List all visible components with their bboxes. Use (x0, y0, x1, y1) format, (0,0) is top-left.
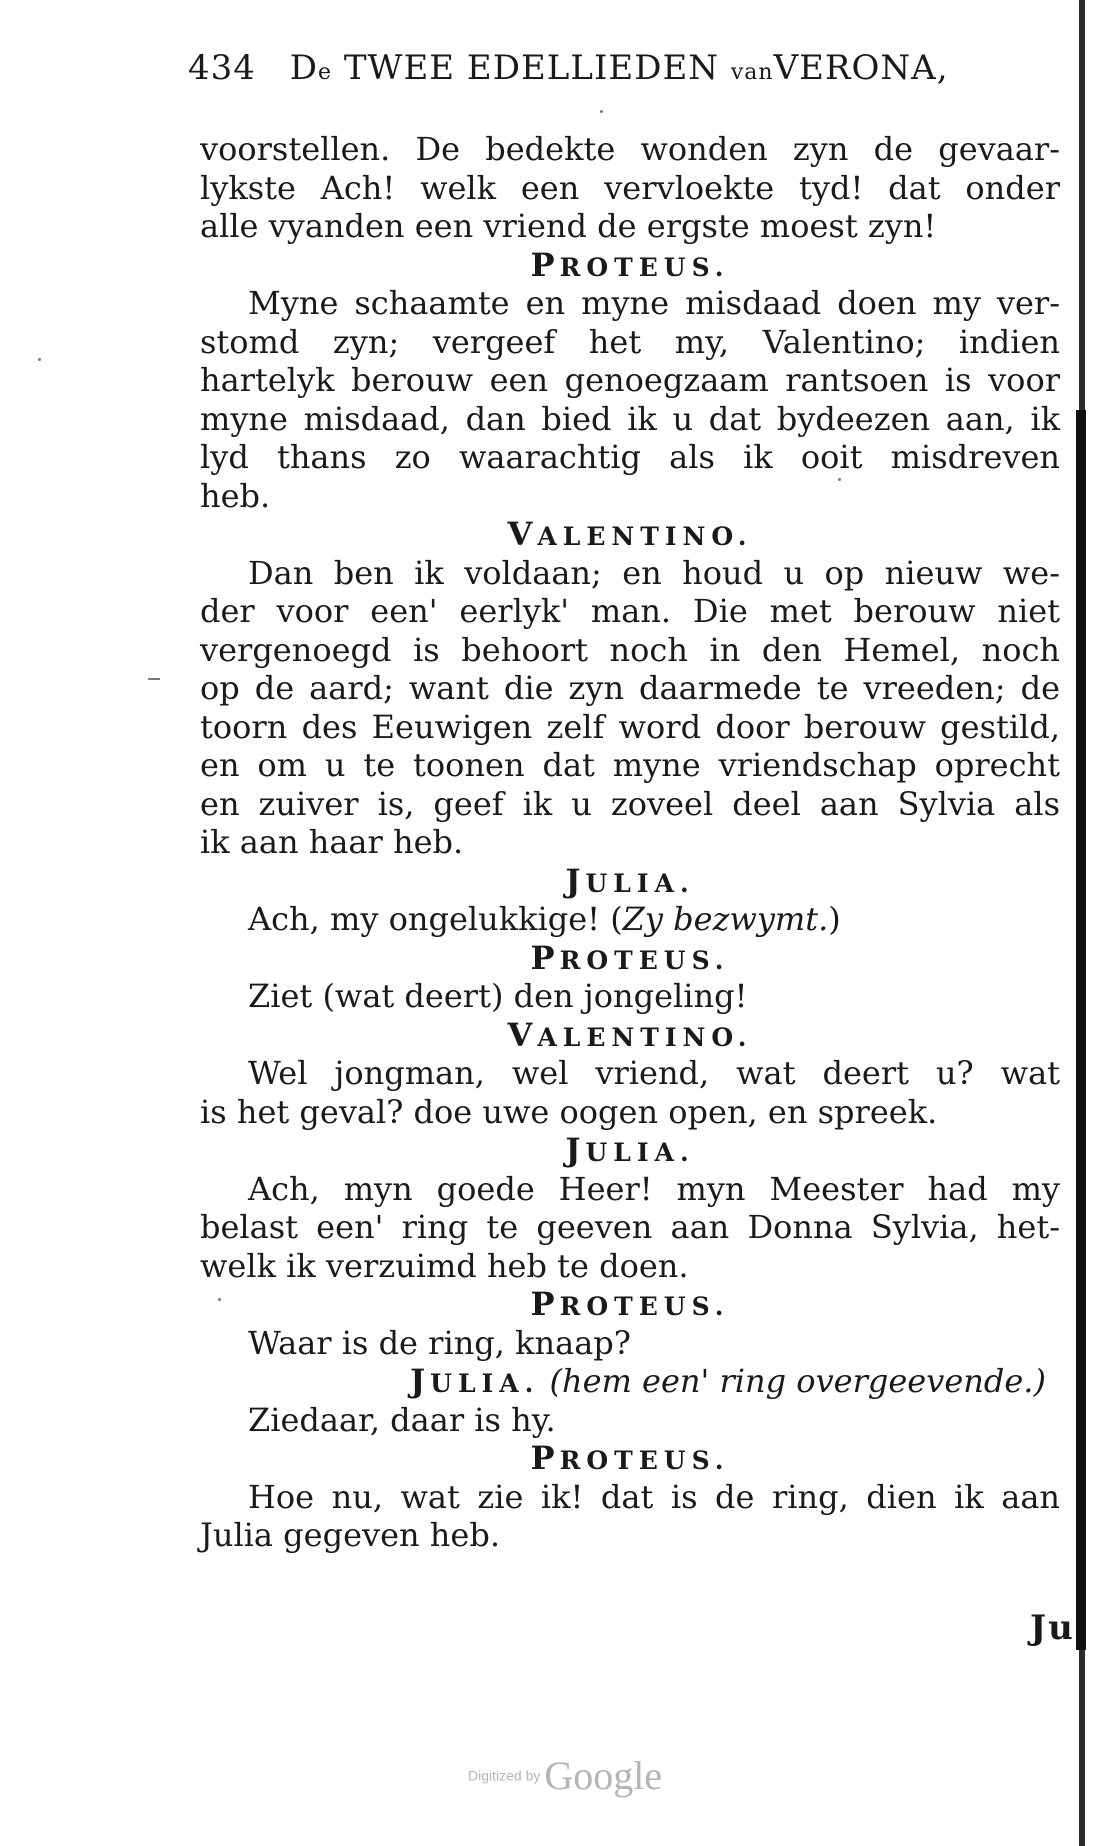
text-line: en om u te toonen dat myne vriendschap oprecht (200, 746, 1060, 784)
speaker-heading (200, 1439, 1060, 1478)
speaker-initial: P (530, 1285, 560, 1323)
stage-direction: Zy bezwymt. (622, 900, 829, 938)
speaker-name-rest: ULIA. (430, 1369, 540, 1398)
page-header (188, 48, 1048, 104)
text-line: Julia gegeven heb. (200, 1516, 500, 1554)
paper-speck (600, 110, 603, 113)
speaker-heading (200, 515, 1060, 554)
text-line: myne misdaad, dan bied ik u dat bydeezen aan, ik (200, 399, 1060, 438)
running-title (290, 48, 949, 88)
text-line: belast een' ring te geeven aan Donna Sylvia, het- (200, 1208, 1060, 1246)
running-title-smallcaps: e (317, 60, 333, 85)
speaker-name-rest: ROTEUS. (559, 945, 730, 975)
speaker-initial: J (565, 1131, 586, 1169)
watermark-prefix: Digitized by (468, 1767, 541, 1784)
text-line: stomd zyn; vergeef het my, Valentino; indien (200, 322, 1060, 361)
speaker-initial: P (530, 245, 560, 284)
speaker-name-rest: ALENTINO. (537, 1022, 753, 1052)
binding-shadow (1076, 410, 1086, 1650)
text-line: is het geval? doe uwe oogen open, en spreek. (200, 1092, 938, 1131)
text-line: Myne schaamte en myne misdaad doen my ver- (248, 284, 1060, 322)
speaker-initial: P (530, 1439, 560, 1477)
running-title-initial: D (289, 48, 318, 88)
speaker-name-rest: ROTEUS. (559, 252, 730, 282)
speaker-heading (200, 1016, 1060, 1055)
page-number: 434 (188, 48, 256, 88)
digitization-watermark (468, 1752, 728, 1802)
text-line: der voor een' eerlyk' man. Die met berouw niet (200, 592, 1060, 630)
text-line: Hoe nu, wat zie ik! dat is de ring, dien ik aan (248, 1477, 1060, 1516)
speaker-heading (200, 246, 1060, 285)
text-line: ik aan haar heb. (200, 823, 464, 861)
text-line: voorstellen. De bedekte wonden zyn de gevaar- (200, 130, 1060, 168)
paper-speck (218, 1298, 221, 1301)
spacer (539, 1362, 549, 1400)
text-line: alle vyanden een vriend de ergste moest zyn! (200, 207, 937, 245)
paper-speck (838, 478, 841, 481)
text-line (200, 900, 1060, 939)
stage-direction: (hem een' ring overgeevende.) (549, 1362, 1046, 1400)
speaker-heading (200, 939, 1060, 978)
text-line: toorn des Eeuwigen zelf word door berouw gestild, (200, 707, 1060, 746)
text-line: en zuiver is, geef ik u zoveel deel aan Sylvia als (200, 784, 1060, 823)
speaker-heading (200, 862, 1060, 901)
text-line: Dan ben ik voldaan; en houd u op nieuw we- (248, 553, 1060, 592)
speaker-initial: V (507, 1015, 538, 1054)
running-title-main: TWEE EDELLIEDEN (332, 48, 731, 88)
paper-speck (38, 358, 41, 361)
speaker-heading (200, 1131, 1060, 1170)
line-text-after: ) (828, 900, 841, 938)
text-line: Ziedaar, daar is hy. (248, 1400, 556, 1439)
paper-speck (148, 678, 160, 680)
speaker-inline-line (200, 1362, 1060, 1401)
text-line: Ziet (wat deert) den jongeling! (248, 977, 748, 1015)
text-line: Wel jongman, wel vriend, wat deert u? wat (248, 1054, 1060, 1092)
speaker-heading (410, 1362, 540, 1400)
catchword: Ju (1030, 1608, 1075, 1648)
text-line: heb. (200, 476, 271, 515)
speaker-name-rest: ULIA. (585, 868, 695, 898)
speaker-name-rest: ROTEUS. (559, 1446, 730, 1475)
running-title-van: van (730, 60, 774, 85)
speaker-initial: J (565, 861, 586, 900)
running-title-end: VERONA, (773, 48, 949, 88)
speaker-name-rest: ULIA. (585, 1138, 695, 1167)
speaker-initial: P (530, 938, 560, 977)
speaker-name-rest: ALENTINO. (537, 522, 753, 551)
speaker-heading (200, 1285, 1060, 1324)
text-line: op de aard; want die zyn daarmede te vreeden; de (200, 669, 1060, 707)
text-line: hartelyk berouw een genoegzaam rantsoen is voor (200, 361, 1060, 399)
text-body (200, 130, 1060, 1555)
line-text: Ach, my ongelukkige! ( (248, 900, 623, 938)
speaker-initial: V (507, 515, 538, 553)
speaker-initial: J (410, 1362, 431, 1400)
text-line: lykste Ach! welk een vervloekte tyd! dat onder (200, 168, 1060, 207)
text-line: lyd thans zo waarachtig als ik ooit misdreven (200, 438, 1060, 476)
text-line: Ach, myn goede Heer! myn Meester had my (248, 1169, 1060, 1208)
watermark-brand: Google (544, 1753, 663, 1798)
text-line: vergenoegd is behoort noch in den Hemel, noch (200, 630, 1060, 669)
text-line: welk ik verzuimd heb te doen. (200, 1246, 689, 1285)
text-line: Waar is de ring, knaap? (248, 1323, 631, 1362)
speaker-name-rest: ROTEUS. (559, 1292, 730, 1321)
